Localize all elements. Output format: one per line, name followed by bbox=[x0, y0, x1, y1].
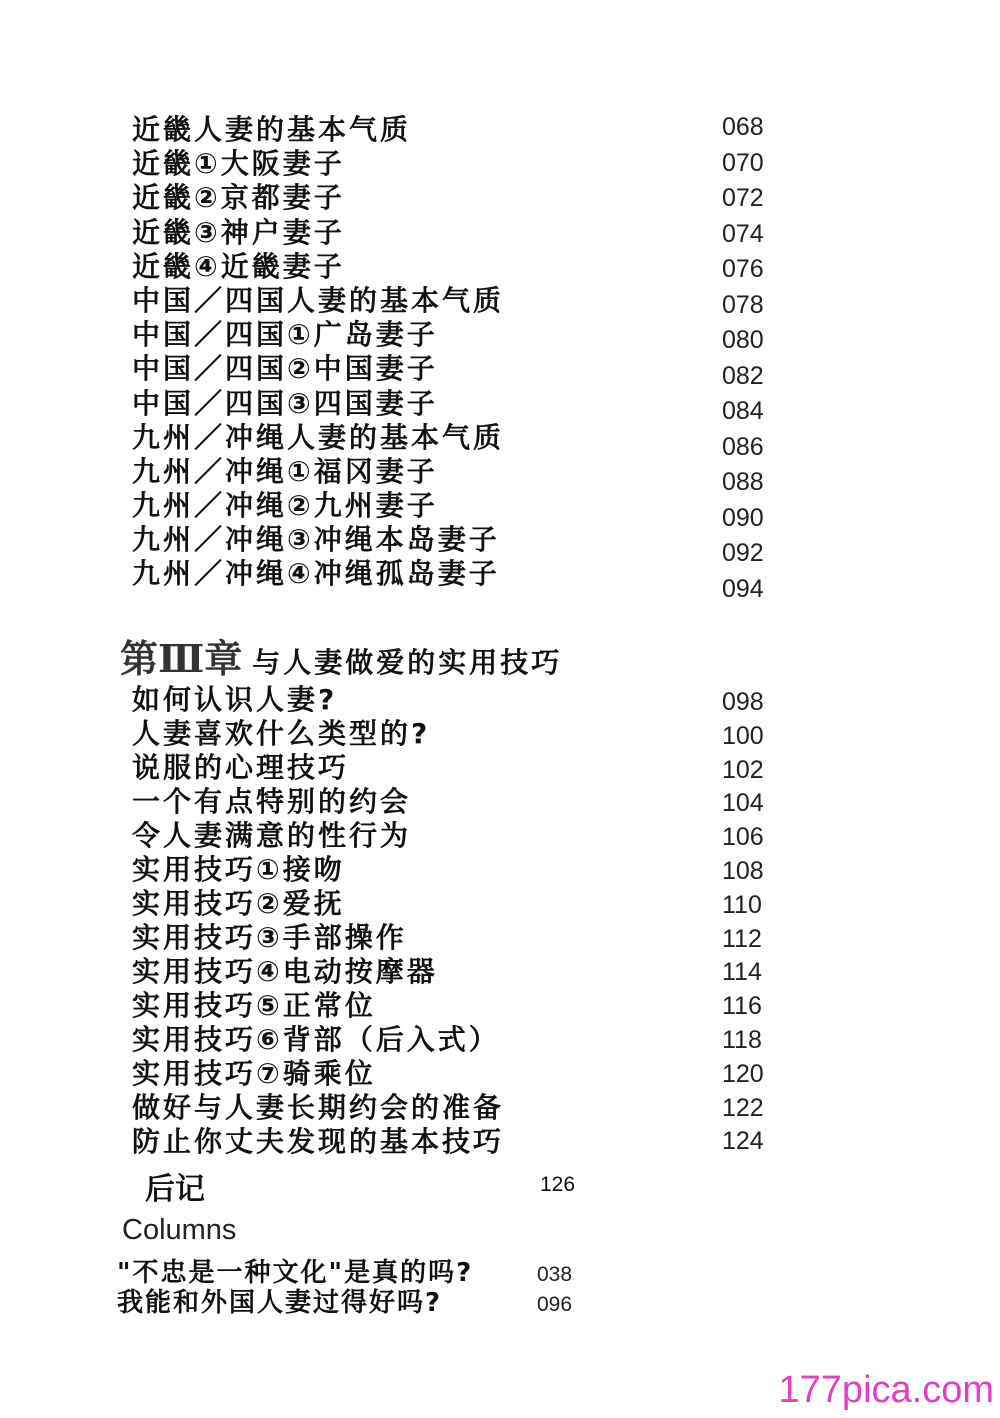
chapter-3-heading bbox=[120, 628, 562, 683]
toc-entry-page: 086 bbox=[722, 432, 764, 461]
toc-entry-title: 九州／冲绳③冲绳本岛妻子 bbox=[132, 523, 500, 557]
section1-titles bbox=[132, 113, 504, 592]
section1-page-numbers bbox=[722, 110, 764, 607]
column-entry bbox=[117, 1252, 573, 1288]
toc-entry-page: 102 bbox=[722, 755, 764, 784]
toc-entry-title: 九州／冲绳④冲绳孤岛妻子 bbox=[132, 557, 500, 591]
toc-entry-page: 116 bbox=[722, 992, 762, 1021]
toc-entry-page: 092 bbox=[722, 539, 764, 567]
column-entry-title: "不忠是一种文化"是真的吗? bbox=[117, 1258, 474, 1288]
afterword-title: 后记 bbox=[145, 1172, 205, 1207]
column-entry-title: 我能和外国人妻过得好吗? bbox=[117, 1288, 443, 1318]
toc-entry-page: 094 bbox=[722, 574, 764, 603]
toc-entry-page: 124 bbox=[722, 1127, 764, 1156]
toc-entry-page: 112 bbox=[722, 924, 762, 953]
chapter3-page-numbers bbox=[722, 686, 764, 1159]
toc-entry-page: 118 bbox=[722, 1025, 762, 1054]
toc-entry-page: 076 bbox=[722, 255, 764, 283]
toc-entry-page: 114 bbox=[722, 958, 762, 987]
toc-entry-page: 122 bbox=[722, 1093, 764, 1122]
toc-entry-title: 实用技巧⑥背部（后入式） bbox=[132, 1023, 500, 1056]
toc-entry-title: 中国／四国③四国妻子 bbox=[132, 386, 438, 420]
toc-entry-title: 实用技巧②爱抚 bbox=[132, 887, 345, 920]
toc-entry-title: 近畿①大阪妻子 bbox=[132, 147, 345, 181]
column-entry bbox=[117, 1282, 573, 1318]
toc-entry-title: 近畿人妻的基本气质 bbox=[132, 113, 412, 146]
toc-entry-title: 近畿②京都妻子 bbox=[132, 181, 345, 215]
toc-entry-title: 做好与人妻长期约会的准备 bbox=[132, 1091, 505, 1124]
toc-entry-title: 中国／四国人妻的基本气质 bbox=[132, 283, 505, 317]
toc-entry-title: 中国／四国②中国妻子 bbox=[132, 352, 438, 386]
columns-heading: Columns bbox=[122, 1214, 237, 1246]
chapter-title: 与人妻做爱的实用技巧 bbox=[252, 646, 563, 679]
toc-entry-page: 078 bbox=[722, 290, 764, 319]
toc-entry-title: 九州／冲绳①福冈妻子 bbox=[132, 454, 438, 488]
toc-entry-title: 说服的心理技巧 bbox=[132, 751, 350, 784]
toc-entry-title: 实用技巧⑦骑乘位 bbox=[132, 1057, 376, 1090]
toc-entry-title: 实用技巧⑤正常位 bbox=[132, 989, 376, 1022]
toc-entry-page: 088 bbox=[722, 468, 764, 496]
toc-entry-page: 098 bbox=[722, 688, 764, 716]
toc-entry-title: 令人妻满意的性行为 bbox=[132, 819, 412, 852]
toc-entry-page: 068 bbox=[722, 113, 764, 141]
toc-entry-page: 100 bbox=[722, 721, 764, 750]
toc-entry-title: 中国／四国①广岛妻子 bbox=[132, 318, 438, 352]
toc-entry-title: 九州／冲绳人妻的基本气质 bbox=[132, 420, 505, 454]
toc-entry-page: 120 bbox=[722, 1059, 764, 1088]
toc-entry-page: 090 bbox=[722, 503, 764, 532]
toc-entry-title: 九州／冲绳②九州妻子 bbox=[132, 489, 438, 523]
toc-entry-title: 防止你丈夫发现的基本技巧 bbox=[132, 1125, 505, 1158]
watermark: 177pica.com bbox=[778, 1369, 994, 1411]
toc-entry-page: 104 bbox=[722, 789, 764, 818]
toc-entry-title: 人妻喜欢什么类型的? bbox=[132, 717, 431, 750]
column-entry-page: 096 bbox=[537, 1293, 573, 1316]
toc-entry-title: 近畿④近畿妻子 bbox=[132, 249, 345, 283]
toc-entry-title: 近畿③神户妻子 bbox=[132, 215, 345, 249]
toc-entry-page: 110 bbox=[722, 890, 762, 919]
toc-entry-page: 108 bbox=[722, 856, 764, 885]
toc-entry-title: 一个有点特别的约会 bbox=[132, 785, 412, 818]
toc-entry-title: 实用技巧④电动按摩器 bbox=[132, 955, 438, 988]
toc-entry-title: 实用技巧①接吻 bbox=[132, 853, 345, 886]
toc-entry-page: 082 bbox=[722, 361, 764, 390]
toc-entry-page: 070 bbox=[722, 148, 764, 177]
afterword-page: 126 bbox=[540, 1173, 576, 1196]
toc-entry-page: 106 bbox=[722, 823, 764, 852]
toc-entry-title: 如何认识人妻? bbox=[132, 683, 338, 716]
columns-list bbox=[117, 1252, 573, 1318]
column-entry-page: 038 bbox=[537, 1263, 573, 1286]
toc-entry-page: 074 bbox=[722, 219, 764, 248]
toc-entry-page: 084 bbox=[722, 397, 764, 425]
toc-entry-page: 080 bbox=[722, 326, 764, 354]
chapter3-titles bbox=[132, 683, 504, 1159]
toc-entry-page: 072 bbox=[722, 184, 764, 212]
chapter-number: 第Ⅲ章 bbox=[120, 636, 243, 681]
toc-entry-title: 实用技巧③手部操作 bbox=[132, 921, 407, 954]
